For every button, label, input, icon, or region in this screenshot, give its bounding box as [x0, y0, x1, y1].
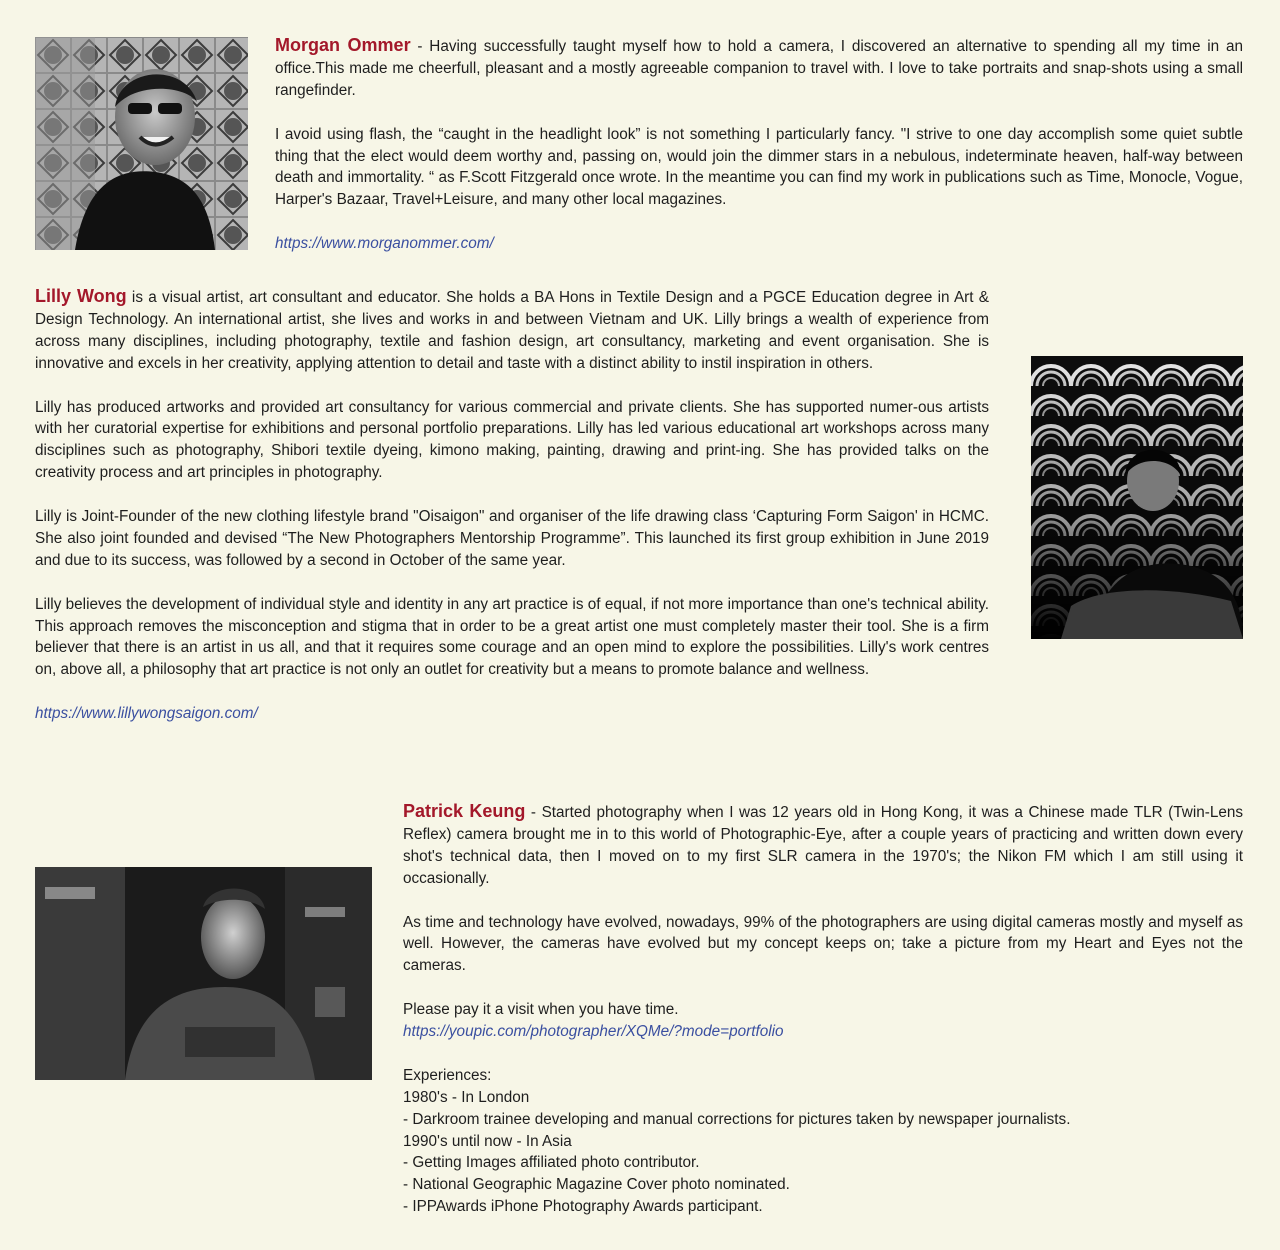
lilly-bio: [35, 286, 989, 725]
experiences-title: Experiences:: [403, 1066, 492, 1084]
patrick-website-link[interactable]: https://youpic.com/photographer/XQMe/?mode=portfolio: [403, 1023, 784, 1041]
patrick-portrait-photo: [35, 867, 372, 1080]
morgan-bio-paragraph-1: Morgan Ommer - Having successfully taught myself how to hold a camera, I discovered an alternative to spending all my time in an office.This made me cheerfull, pleasant and a mostly agreeable companion to travel with. I love to take portraits and snap-shots using a small rangefinder.: [275, 35, 1243, 99]
lilly-bio-paragraph-2: Lilly has produced artworks and provided art consultancy for various commercial and private clients. She has supported numer-ous artists with her curatorial expertise for exhibitions and personal portfolio preparations. Lilly has led various educational art workshops across many disciplines such as photography, Shibori textile dyeing, kimono making, painting, drawing and print-ing. She has provided talks on the creativity process and art principles in photography.: [35, 398, 989, 482]
lilly-website-link[interactable]: https://www.lillywongsaigon.com/: [35, 705, 258, 723]
experience-item: - Darkroom trainee developing and manual corrections for pictures taken by newspaper journalists.: [403, 1110, 1071, 1128]
morgan-bio: [275, 35, 1243, 255]
morgan-portrait-photo: [35, 37, 248, 250]
lilly-portrait-photo: [1031, 356, 1243, 639]
morgan-bio-paragraph-2: I avoid using flash, the “caught in the headlight look” is not something I particularly fancy. "I strive to one day accomplish some quiet subtle thing that the elect would deem worthy and, passing on, would join the dimmer stars in a nebulous, indeterminate heaven, half-way between death and immortality. “ as F.Scott Fitzgerald once wrote. In the meantime you can find my work in publications such as Time, Monocle, Vogue, Harper's Bazaar, Travel+Leisure, and many other local magazines.: [275, 125, 1243, 209]
lilly-bio-paragraph-4: Lilly believes the development of individual style and identity in any art practice is of equal, if not more importance than one's technical ability. This approach removes the misconception and stigma that in order to be a great artist one must completely master their tool. She is a firm believer that there is an artist in us all, and that it requires some courage and an open mind to explore the possibilities. Lilly's work centres on, above all, a philosophy that art practice is not only an outlet for creativity but a means to promote balance and wellness.: [35, 595, 989, 679]
experience-item: 1990's until now - In Asia: [403, 1132, 572, 1150]
lilly-name: Lilly Wong: [35, 286, 127, 306]
patrick-bio-paragraph-2: As time and technology have evolved, nowadays, 99% of the photographers are using digital cameras mostly and myself as well. However, the cameras have evolved but my concept keeps on; take a picture from my Heart and Eyes not the cameras.: [403, 913, 1243, 975]
patrick-name: Patrick Keung: [403, 801, 526, 821]
experience-item: - IPPAwards iPhone Photography Awards participant.: [403, 1198, 763, 1216]
morgan-name: Morgan Ommer: [275, 35, 411, 55]
patrick-bio-paragraph-1: Patrick Keung - Started photography when I was 12 years old in Hong Kong, it was a Chinese made TLR (Twin-Lens Reflex) camera brought me in to this world of Photographic-Eye, after a couple years of practicing and written down every shot's technical data, then I moved on to my first SLR camera in the 1970's; the Nikon FM which I am still using it occasionally.: [403, 801, 1243, 887]
lilly-bio-paragraph-3: Lilly is Joint-Founder of the new clothing lifestyle brand "Oisaigon" and organiser of the life drawing class ‘Capturing Form Saigon' in HCMC. She also joint founded and devised “The New Photographers Mentorship Programme”. This launched its first group exhibition in June 2019 and due to its success, was followed by a second in October of the same year.: [35, 508, 989, 569]
morgan-website-link[interactable]: https://www.morganommer.com/: [275, 235, 494, 253]
experience-item: 1980's - In London: [403, 1088, 530, 1106]
lilly-bio-paragraph-1: Lilly Wong is a visual artist, art consultant and educator. She holds a BA Hons in Textile Design and a PGCE Education degree in Art & Design Technology. An international artist, she lives and works in and between Vietnam and UK. Lilly brings a wealth of experience from across many disciplines, including photography, textile and fashion design, art consultancy, marketing and event organisation. She is innovative and excels in her creativity, applying attention to detail and taste with a distinct ability to instil inspiration in others.: [35, 286, 989, 372]
experience-item: - National Geographic Magazine Cover photo nominated.: [403, 1176, 790, 1194]
experience-item: - Getting Images affiliated photo contributor.: [403, 1154, 700, 1172]
patrick-bio: [403, 801, 1243, 1218]
patrick-visit-text: Please pay it a visit when you have time.: [403, 1001, 679, 1019]
experiences-list: [403, 1087, 1243, 1218]
